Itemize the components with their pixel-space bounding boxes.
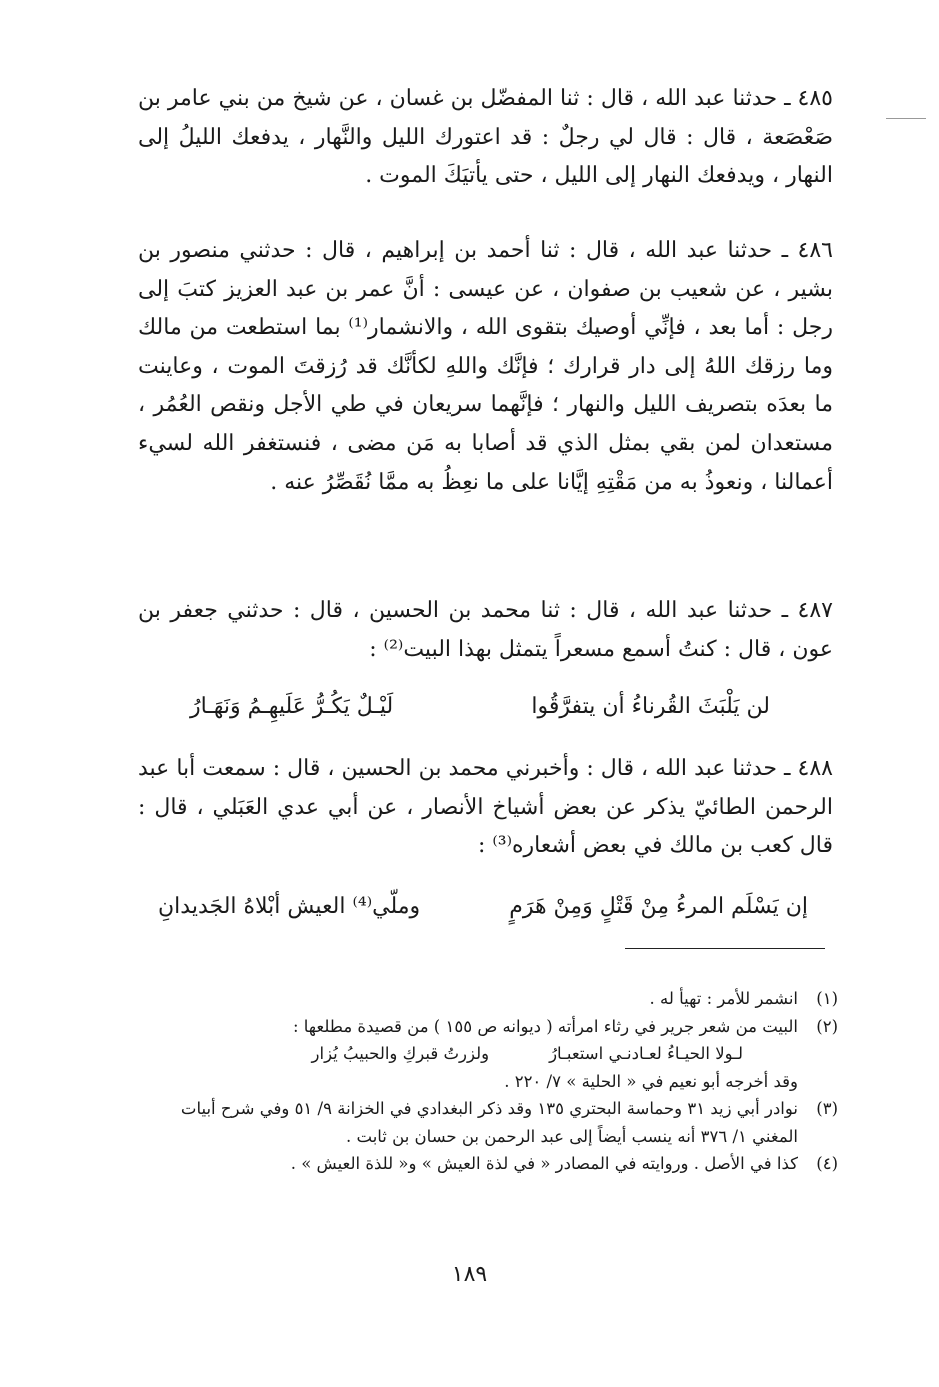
footnote-3 [138,1095,838,1150]
footnote-text: انشمر للأمر : تهيأ له . [649,989,798,1008]
paragraph-488: ٤٨٨ ـ حدثنا عبد الله ، قال : وأخبرني محمد بن الحسين ، قال : سمعت أبا عبد الرحمن الطائيّ يذكر عن بعض أشياخ الأنصار ، عن أبي عدي العَبَلي ، قال : قال كعب بن مالك في بعض أشعاره⁽³⁾ : [138,756,833,859]
footnote-number: (٣) [816,1099,838,1118]
footnote-extra: وقد أخرجه أبو نعيم في « الحلية » ٧/ ٢٢٠ . [504,1071,798,1091]
verse-hemistich-second: وملّي⁽⁴⁾ العيش أبْلاهُ الجَديدانِ [158,894,421,919]
paragraph-485: ٤٨٥ ـ حدثنا عبد الله ، قال : ثنا المفضّل بن غسان ، عن شيخ من بني عامر بن صَعْصَعة ، قال : قال لي رجلٌ : قد اعتورك الليل والنَّهار ، يدفعك الليلُ إلى النهار ، ويدفعك النهار إلى الليل ، حتى يأتيَكَ الموت . [138,86,833,189]
footnote-number: (١) [816,989,838,1008]
footnote-1 [138,985,838,1013]
footnote-number: (٤) [816,1154,838,1173]
footnote-text: البيت من شعر جرير في رثاء امرأته ( ديوانه ص ١٥٥ ) من قصيدة مطلعها : [292,1016,798,1036]
footnote-4 [138,1150,838,1178]
footnote-number: (٢) [816,1016,838,1036]
verse-488 [158,888,808,926]
footnote-2 [138,1013,838,1096]
paragraph-486: ٤٨٦ ـ حدثنا عبد الله ، قال : ثنا أحمد بن إبراهيم ، قال : حدثني منصور بن بشير ، عن شعيب بن صفوان ، عن عيسى : أنَّ عمر بن عبد العزيز كتبَ إلى رجل : أما بعد ، فإنِّي أوصيك بتقوى الله ، والانشمار⁽¹⁾ بما استطعت من مالك وما رزقك اللهُ إلى دار قرارك ؛ فإنَّك واللهِ لكأنَّك قد رُزقتَ الموت ، وعاينت ما بعدَه بتصريف الليل والنهار ؛ فإنَّهما سريعان في طي الأجل ونقص العُمُر ، مستعدان لمن بقي بمثل الذي قد أصابا به مَن مضى ، فنستغفر الله لسيء أعمالنا ، ونعوذُ به من مَقْتِهِ إيَّانا على ما نعِظُ به ممَّا نُقَصِّرُ عنه . [138,238,834,495]
verse-487 [190,688,770,726]
footnotes [138,985,838,1178]
paragraph-487: ٤٨٧ ـ حدثنا عبد الله ، قال : ثنا محمد بن الحسين ، قال : حدثني جعفر بن عون ، قال : كنتُ أسمع مسعراً يتمثل بهذا البيت⁽²⁾ : [138,598,833,662]
footnote-text: نوادر أبي زيد ٣١ وحماسة البحتري ١٣٥ وقد ذكر البغدادي في الخزانة ٩/ ٥١ وفي شرح أبيات المغني ١/ ٣٧٦ أنه ينسب أيضاً إلى عبد الرحمن بن حسان بن ثابت . [180,1099,798,1146]
verse-hemistich-first: إن يَسْلَم المرءُ مِنْ قَتْلٍ وَمِنْ هَرَمٍ [509,894,808,919]
footnote-text: كذا في الأصل . وروايته في المصادر « في لذة العيش » و« للذة العيش » . [290,1154,798,1173]
verse-hemistich-second: لَيْـلٌ يَكُـرُّ عَلَيهِـمُ وَنَهَـارُ [190,694,394,719]
page-number: ١٨٩ [451,1262,488,1287]
margin-mark [886,118,926,119]
footnote-verse-first: لـولا الحيـاءُ لعـادنـي استعبـارُ [549,1044,743,1063]
footnote-body [138,1013,798,1096]
verse-hemistich-first: لن يَلْبَثَ القُرناءُ أن يتفرَّقُوا [531,694,770,719]
footnote-separator [625,948,825,949]
footnote-verse-second: ولزرتُ قبركِ والحبيبُ يُزار [311,1044,490,1063]
footnote-verse [138,1040,798,1068]
